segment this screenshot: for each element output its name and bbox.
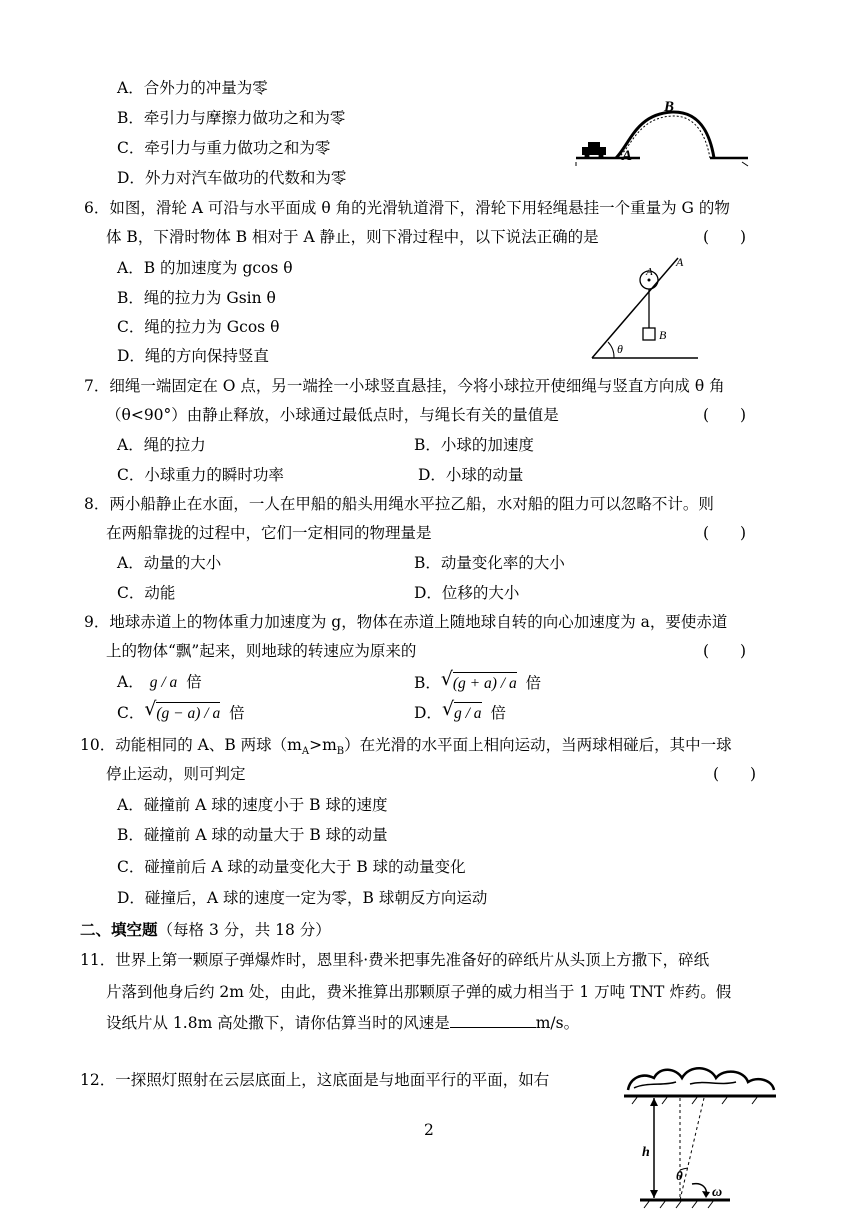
q7-option-c: C．小球重力的瞬时功率 xyxy=(117,466,284,484)
q8-option-a: A．动量的大小 xyxy=(117,554,222,572)
sqrt-icon: √ g / a xyxy=(441,698,482,722)
q5-label-a: A xyxy=(622,148,633,164)
q7-option-a: A．绳的拉力 xyxy=(117,436,206,454)
q6-label-a-track: A xyxy=(676,255,684,269)
sqrt-icon: √ (g − a) / a xyxy=(144,698,221,722)
q10-option-a: A．碰撞前 A 球的速度小于 B 球的速度 xyxy=(117,796,388,814)
q11-line3: 设纸片从 1.8m 高处撒下，请你估算当时的风速是 m/s。 xyxy=(106,1014,580,1032)
q7-stem-line1: 7．细绳一端固定在 O 点，另一端拴一小球竖直悬挂，今将小球拉开使细绳与竖直方向成 θ 角 xyxy=(84,377,725,395)
q5-hump-road-figure xyxy=(572,100,750,170)
q12-label-theta: θ xyxy=(676,1168,683,1183)
q9-option-d-expr: g / a xyxy=(454,702,482,724)
q9-option-a: A． g / a 倍 xyxy=(117,673,202,691)
q10-stem-line1: 10．动能相同的 A、B 两球$(m_A>m_B)$在光滑的水平面上相向运动，当两球相碰后，其中一球 xyxy=(80,736,732,758)
q12-label-h: h xyxy=(642,1145,650,1160)
section-heading xyxy=(80,920,331,940)
car-icon xyxy=(582,142,606,159)
q11-answer-blank[interactable] xyxy=(450,1013,536,1028)
q9-stem-line2: 上的物体“飘”起来，则地球的转速应为原来的 xyxy=(106,642,417,660)
q9-option-b: B． √ (g + a) / a 倍 xyxy=(414,668,542,692)
q9-option-c: C． √ (g − a) / a 倍 xyxy=(117,698,245,722)
q6-option-b: B．绳的拉力为 Gsin θ xyxy=(117,289,276,307)
section-title: 二、填空题 xyxy=(80,921,158,939)
q10-stem-line2: 停止运动，则可判定 xyxy=(106,765,246,783)
q8-stem-line2: 在两船靠拢的过程中，它们一定相同的物理量是 xyxy=(106,524,432,542)
q9-stem-line1: 9．地球赤道上的物体重力加速度为 g，物体在赤道上随地球自转的向心加速度为 a，要使赤道 xyxy=(84,613,728,631)
q6-stem-line1: 6．如图，滑轮 A 可沿与水平面成 θ 角的光滑轨道滑下，滑轮下用轻绳悬挂一个重量为 G 的物 xyxy=(84,199,730,217)
q5-option-b: B．牵引力与摩擦力做功之和为零 xyxy=(117,109,346,127)
q5-option-d: D．外力对汽车做功的代数和为零 xyxy=(117,169,347,187)
q6-incline-pulley-figure xyxy=(590,252,700,364)
q11-line1: 11．世界上第一颗原子弹爆炸时，恩里科·费米把事先准备好的碎纸片从头顶上方撒下，碎纸 xyxy=(80,951,710,969)
q9-answer-paren[interactable]: ( ) xyxy=(703,642,747,660)
q6-option-a: A．B 的加速度为 gcos θ xyxy=(117,259,293,277)
q12-line1: 12．一探照灯照射在云层底面上，这底面是与地面平行的平面，如右 xyxy=(80,1071,550,1089)
q12-searchlight-figure xyxy=(620,1060,780,1210)
q5-option-c: C．牵引力与重力做功之和为零 xyxy=(117,139,331,157)
q6-answer-paren[interactable]: ( ) xyxy=(703,228,747,246)
q6-label-a: A xyxy=(646,266,653,278)
q5-label-b: B xyxy=(664,99,675,115)
q6-option-d: D．绳的方向保持竖直 xyxy=(117,347,269,365)
q7-stem-line2: （θ<90°）由静止释放，小球通过最低点时，与绳长有关的量值是 xyxy=(106,406,559,424)
page-number: 2 xyxy=(424,1121,434,1139)
q9-option-d: D． √ g / a 倍 xyxy=(414,698,506,722)
q10-option-c: C．碰撞前后 A 球的动量变化大于 B 球的动量变化 xyxy=(117,858,466,876)
q9-option-c-expr: (g − a) / a xyxy=(156,702,220,724)
q8-answer-paren[interactable]: ( ) xyxy=(703,524,747,542)
section-note: （每格 3 分，共 18 分） xyxy=(157,921,331,939)
q7-answer-paren[interactable]: ( ) xyxy=(703,406,747,424)
q11-line2: 片落到他身后约 2m 处，由此，费米推算出那颗原子弹的威力相当于 1 万吨 TNT 炸药。假 xyxy=(106,983,732,1001)
q8-stem-line1: 8．两小船静止在水面，一人在甲船的船头用绳水平拉乙船，水对船的阻力可以忽略不计。则 xyxy=(84,495,714,513)
q7-option-b: B．小球的加速度 xyxy=(414,436,534,454)
q6-stem-line2: 体 B，下滑时物体 B 相对于 A 静止，则下滑过程中，以下说法正确的是 xyxy=(106,228,599,246)
q5-option-a: A．合外力的冲量为零 xyxy=(117,79,268,97)
q6-option-c: C．绳的拉力为 Gcos θ xyxy=(117,318,280,336)
q7-option-d: D．小球的动量 xyxy=(418,466,524,484)
q10-option-b: B．碰撞前 A 球的动量大于 B 球的动量 xyxy=(117,826,388,844)
q8-option-c: C．动能 xyxy=(117,584,176,602)
q8-option-b: B．动量变化率的大小 xyxy=(414,554,565,572)
q9-option-b-expr: (g + a) / a xyxy=(453,672,517,694)
q12-label-omega: ω xyxy=(712,1185,723,1200)
q10-answer-paren[interactable]: ( ) xyxy=(713,765,757,783)
q6-label-b: B xyxy=(659,328,667,342)
q10-option-d: D．碰撞后，A 球的速度一定为零，B 球朝反方向运动 xyxy=(117,889,488,907)
q9-option-a-expr: g / a xyxy=(149,674,178,691)
q6-label-theta: θ xyxy=(617,342,623,356)
sqrt-icon: √ (g + a) / a xyxy=(440,668,517,692)
q8-option-d: D．位移的大小 xyxy=(414,584,520,602)
